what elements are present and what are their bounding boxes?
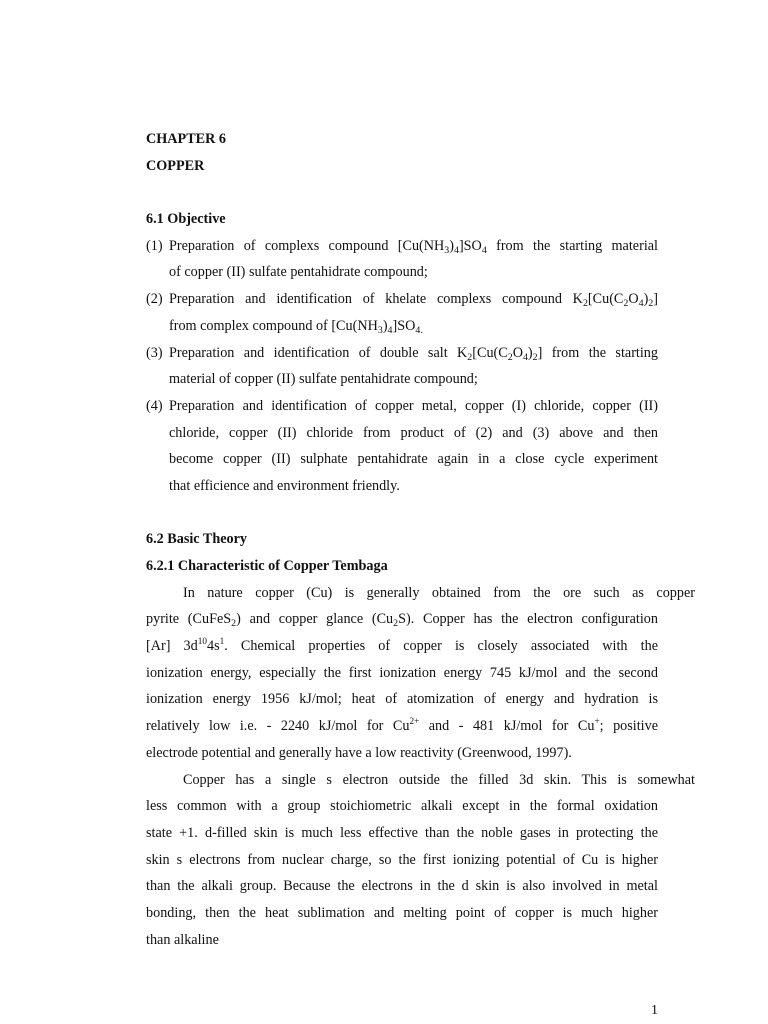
paragraph-line: Copper has a single s electron outside the filled 3d skin. This is somewhat bbox=[183, 771, 695, 788]
basic-theory-heading: 6.2 Basic Theory bbox=[146, 531, 248, 548]
paragraph-line: electrode potential and generally have a low reactivity (Greenwood, 1997). bbox=[146, 744, 572, 761]
objective-item-line: Preparation of complexs compound $[Cu(NH_3)_4]SO_4$ from the starting material bbox=[169, 237, 658, 256]
paragraph-line: less common with a group stoichiometric alkali except in the formal oxidation bbox=[146, 798, 658, 815]
characteristic-subheading: 6.2.1 Characteristic of Copper Tembaga bbox=[146, 558, 388, 574]
objective-item-number: (3) bbox=[146, 344, 163, 361]
objective-item-number: (2) bbox=[146, 291, 163, 308]
objective-item-text bbox=[169, 233, 658, 286]
spacer bbox=[146, 500, 658, 527]
objective-item-line: become copper (II) sulphate pentahidrate again in a close cycle experiment bbox=[169, 451, 658, 468]
objective-item-line: Preparation and identification of copper metal, copper (I) chloride, copper (II) bbox=[169, 397, 658, 414]
objective-item-text bbox=[169, 340, 658, 393]
objective-item-number: (4) bbox=[146, 397, 163, 414]
chapter-title: COPPER bbox=[146, 157, 205, 174]
page-content bbox=[146, 126, 695, 953]
paragraph-2 bbox=[146, 767, 695, 954]
page-number: 1 bbox=[651, 1003, 658, 1018]
spacer bbox=[146, 179, 658, 206]
objective-item-line: Preparation and identification of khelate complexs compound $K_2[Cu(C_2O_4)_2]$ bbox=[169, 291, 658, 310]
paragraph-line: than alkaline bbox=[146, 931, 219, 948]
paragraph-line: relatively low i.e. - 2240 kJ/mol for $Cu^{2+}$ and - 481 kJ/mol for Cu+; positive bbox=[146, 716, 658, 735]
objective-item-number: (1) bbox=[146, 237, 163, 254]
paragraph-1 bbox=[146, 580, 695, 767]
paragraph-line: ionization energy 1956 kJ/mol; heat of atomization of energy and hydration is bbox=[146, 691, 658, 708]
objective-item-line: material of copper (II) sulfate pentahidrate compound; bbox=[169, 371, 478, 388]
objective-item-3 bbox=[146, 340, 658, 393]
paragraph-line: bonding, then the heat sublimation and melting point of copper is much higher bbox=[146, 904, 658, 921]
objective-item-line: chloride, copper (II) chloride from product of (2) and (3) above and then bbox=[169, 424, 658, 441]
objective-item-line: of copper (II) sulfate pentahidrate compound; bbox=[169, 264, 428, 281]
paragraph-line: In nature copper (Cu) is generally obtained from the ore such as copper bbox=[183, 584, 695, 601]
objective-item-text bbox=[169, 286, 658, 339]
paragraph-line: state +1. d-filled skin is much less effective than the noble gases in protecting the bbox=[146, 824, 658, 841]
objective-item-text bbox=[169, 393, 658, 500]
objective-item-line: from complex compound of $[Cu(NH_3)_4]SO_{4.}$ bbox=[169, 317, 423, 336]
objective-item-2 bbox=[146, 286, 658, 339]
objective-item-1 bbox=[146, 233, 658, 286]
chapter-number: CHAPTER 6 bbox=[146, 131, 227, 147]
objective-heading: 6.1 Objective bbox=[146, 211, 226, 228]
objective-item-4 bbox=[146, 393, 658, 500]
objective-item-line: Preparation and identification of double salt $K_2[Cu(C_2O_4)_2]$ from the starting bbox=[169, 344, 658, 363]
paragraph-line: pyrite (CuFeS$_2$) and copper glance $(Cu_2S)$. Copper has the electron configuration bbox=[146, 611, 658, 630]
paragraph-line: ionization energy, especially the first ionization energy 745 kJ/mol and the second bbox=[146, 664, 658, 681]
paragraph-line: [Ar] $3d^{10}4s^1$. Chemical properties of copper is closely associated with the bbox=[146, 636, 658, 655]
paragraph-line: skin s electrons from nuclear charge, so the first ionizing potential of Cu is higher bbox=[146, 851, 658, 868]
objective-item-line: that efficience and environment friendly. bbox=[169, 477, 400, 494]
paragraph-line: than the alkali group. Because the electrons in the d skin is also involved in metal bbox=[146, 878, 658, 895]
